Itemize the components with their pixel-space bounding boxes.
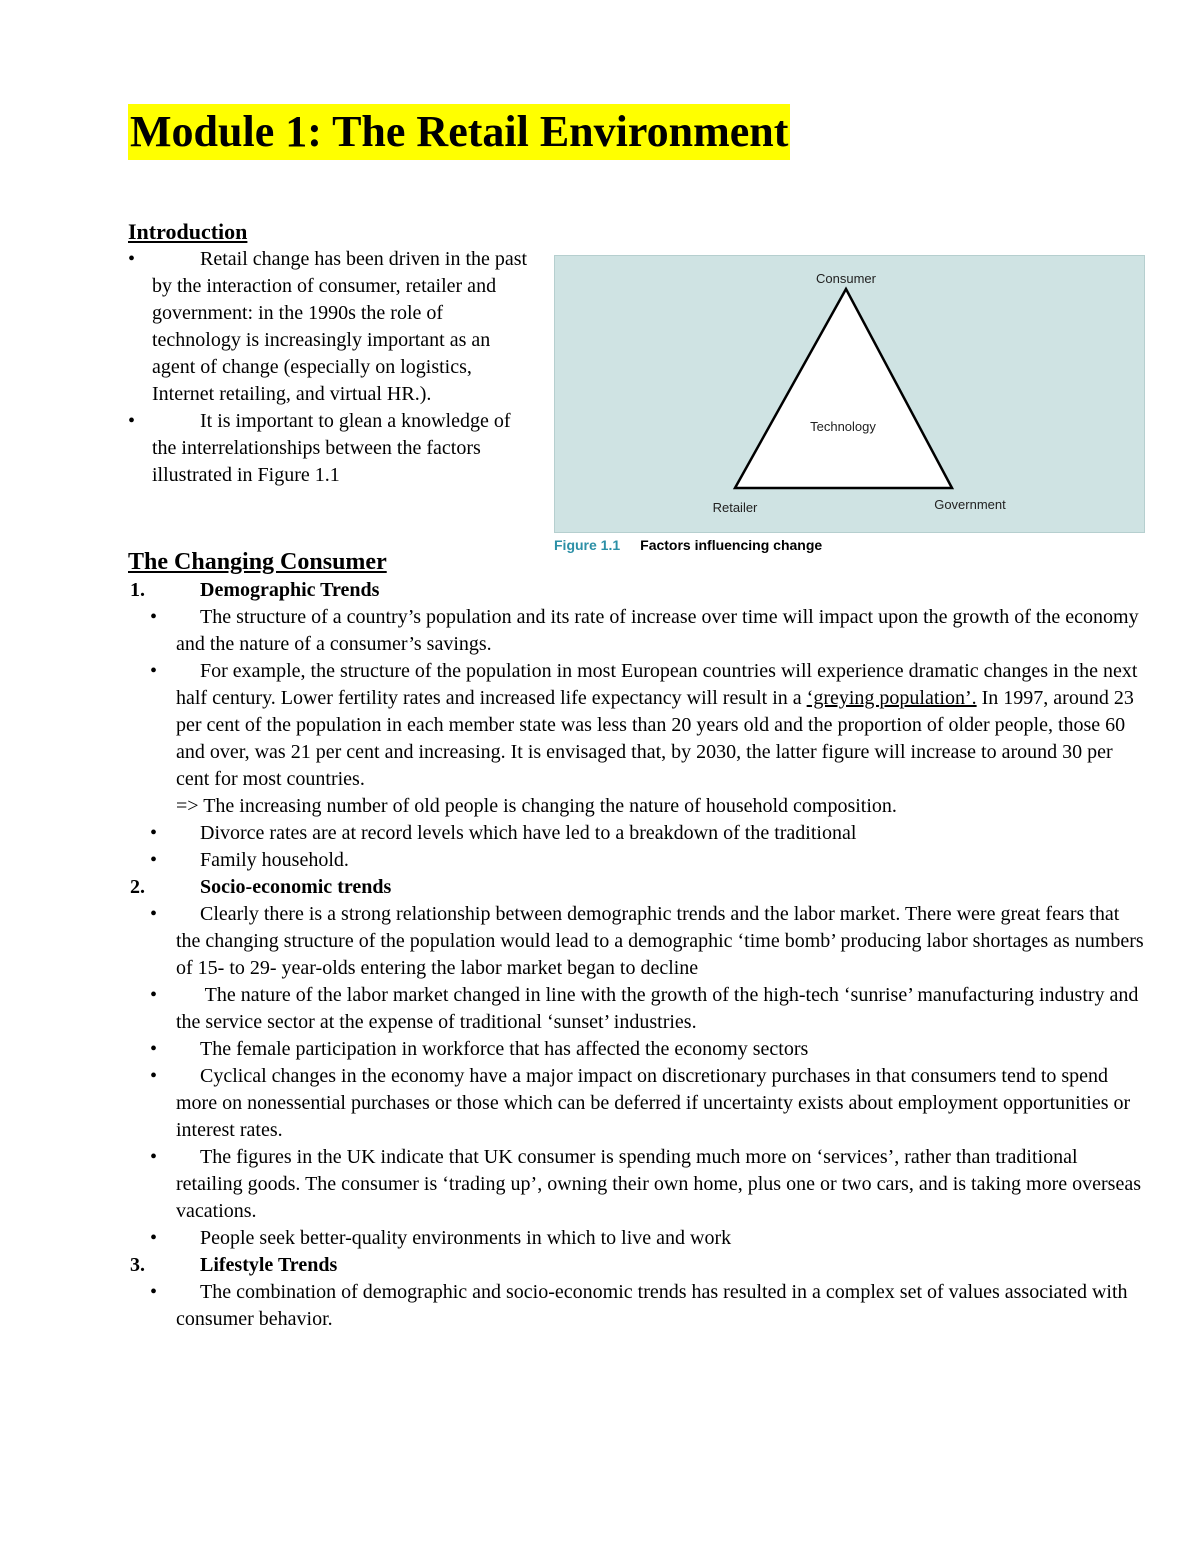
bullet-icon: • xyxy=(150,660,158,682)
section-2-heading xyxy=(128,874,1148,901)
bullet-icon: • xyxy=(150,1146,158,1168)
bullet-text: The combination of demographic and socio-economic trends has resulted in a complex set of values associated with consumer behavior. xyxy=(176,1281,1128,1330)
list-item xyxy=(128,1144,1148,1225)
main-content xyxy=(128,577,1148,1333)
intro-bullet-1: Retail change has been driven in the past by the interaction of consumer, retailer and government: in the 1990s the role of technology is increasingly important as an agent of change (especially on logistics, Internet retailing, and virtual HR.). xyxy=(152,248,528,405)
bullet-text: Divorce rates are at record levels which have led to a breakdown of the traditional xyxy=(200,822,857,844)
bullet-text: For example, the structure of the population in most European countries will experience dramatic changes in the next half century. Lower fertility rates and increased life expectancy will result in a xyxy=(176,660,1138,709)
figure-diagram xyxy=(554,255,1145,533)
list-item xyxy=(128,1063,1148,1144)
list-item xyxy=(128,901,1148,982)
bullet-icon: • xyxy=(150,903,158,925)
bullet-text: The nature of the labor market changed in line with the growth of the high-tech ‘sunrise’ manufacturing industry and the service sector at the expense of traditional ‘sunset’ industries. xyxy=(176,984,1139,1033)
section-number: 2. xyxy=(130,876,145,898)
list-item xyxy=(128,1225,1148,1252)
section-1-list-2 xyxy=(128,820,1148,874)
continuation-text: => The increasing number of old people is changing the nature of household composition. xyxy=(176,795,897,817)
bullet-text: People seek better-quality environments in which to live and work xyxy=(200,1227,732,1249)
section-title: Socio-economic trends xyxy=(200,876,392,898)
list-item xyxy=(128,982,1148,1036)
bullet-text: Family household. xyxy=(200,849,349,871)
section-title: Lifestyle Trends xyxy=(200,1254,338,1276)
bullet-text: Cyclical changes in the economy have a major impact on discretionary purchases in that consumers tend to spend more on nonessential purchases or those which can be deferred if uncertainty exists about employment opportunities or interest rates. xyxy=(176,1065,1131,1141)
intro-heading: Introduction xyxy=(128,219,248,244)
bullet-icon: • xyxy=(128,410,136,432)
list-item xyxy=(128,820,1148,847)
section-number: 3. xyxy=(130,1254,145,1276)
list-item xyxy=(128,408,528,489)
section-1-heading xyxy=(128,577,1148,604)
list-item xyxy=(128,658,1148,793)
section-3-heading xyxy=(128,1252,1148,1279)
changing-heading: The Changing Consumer xyxy=(128,549,387,575)
title-wrap xyxy=(128,104,790,160)
bullet-icon: • xyxy=(150,822,158,844)
list-item xyxy=(128,604,1148,658)
greying-population-term: ‘greying population’. xyxy=(806,687,977,709)
label-consumer: Consumer xyxy=(816,271,876,286)
bullet-text: Clearly there is a strong relationship between demographic trends and the labor market. There were great fears that the changing structure of the population would lead to a demographic ‘time bomb’ producing labor shortages as numbers of 15- to 29- year-olds entering the labor market began to decline xyxy=(176,903,1144,979)
page-title: Module 1: The Retail Environment xyxy=(128,104,790,160)
bullet-icon: • xyxy=(150,606,158,628)
list-item xyxy=(128,847,1148,874)
bullet-icon: • xyxy=(150,1065,158,1087)
list-item xyxy=(128,1036,1148,1063)
bullet-text: The female participation in workforce that has affected the economy sectors xyxy=(200,1038,809,1060)
label-retailer: Retailer xyxy=(712,500,758,515)
bullet-icon: • xyxy=(150,984,158,1006)
bullet-icon: • xyxy=(150,849,158,871)
figure-caption xyxy=(554,535,822,555)
figure-caption-text: Factors influencing change xyxy=(640,537,823,553)
triangle-diagram xyxy=(555,256,1144,532)
intro-list xyxy=(128,246,528,489)
bullet-text: In 1997, around 23 per cent of the population in each member state was less than 20 years old and the proportion of older people, those 60 and over, was 21 per cent and increasing. It is envisaged that, by 2030, the latter figure will increase to around 30 per cent for most countries. xyxy=(176,687,1134,790)
section-1-list xyxy=(128,604,1148,793)
list-item xyxy=(128,1279,1148,1333)
section-title: Demographic Trends xyxy=(200,579,380,601)
list-item xyxy=(128,246,528,408)
figure-number: Figure 1.1 xyxy=(554,537,621,553)
section-number: 1. xyxy=(130,579,145,601)
label-technology: Technology xyxy=(810,419,876,434)
bullet-text: The figures in the UK indicate that UK consumer is spending much more on ‘services’, rather than traditional retailing goods. The consumer is ‘trading up’, owning their own home, plus one or two cars, and is taking more overseas vacations. xyxy=(176,1146,1141,1222)
bullet-icon: • xyxy=(150,1281,158,1303)
intro-bullet-2: It is important to glean a knowledge of the interrelationships between the factors illustrated in Figure 1.1 xyxy=(152,410,511,486)
label-government: Government xyxy=(934,497,1006,512)
bullet-icon: • xyxy=(150,1227,158,1249)
section-3-list xyxy=(128,1279,1148,1333)
bullet-icon: • xyxy=(150,1038,158,1060)
bullet-icon: • xyxy=(128,248,136,270)
triangle-shape xyxy=(735,289,952,488)
section-2-list xyxy=(128,901,1148,1252)
bullet-text: The structure of a country’s population and its rate of increase over time will impact upon the growth of the economy and the nature of a consumer’s savings. xyxy=(176,606,1139,655)
